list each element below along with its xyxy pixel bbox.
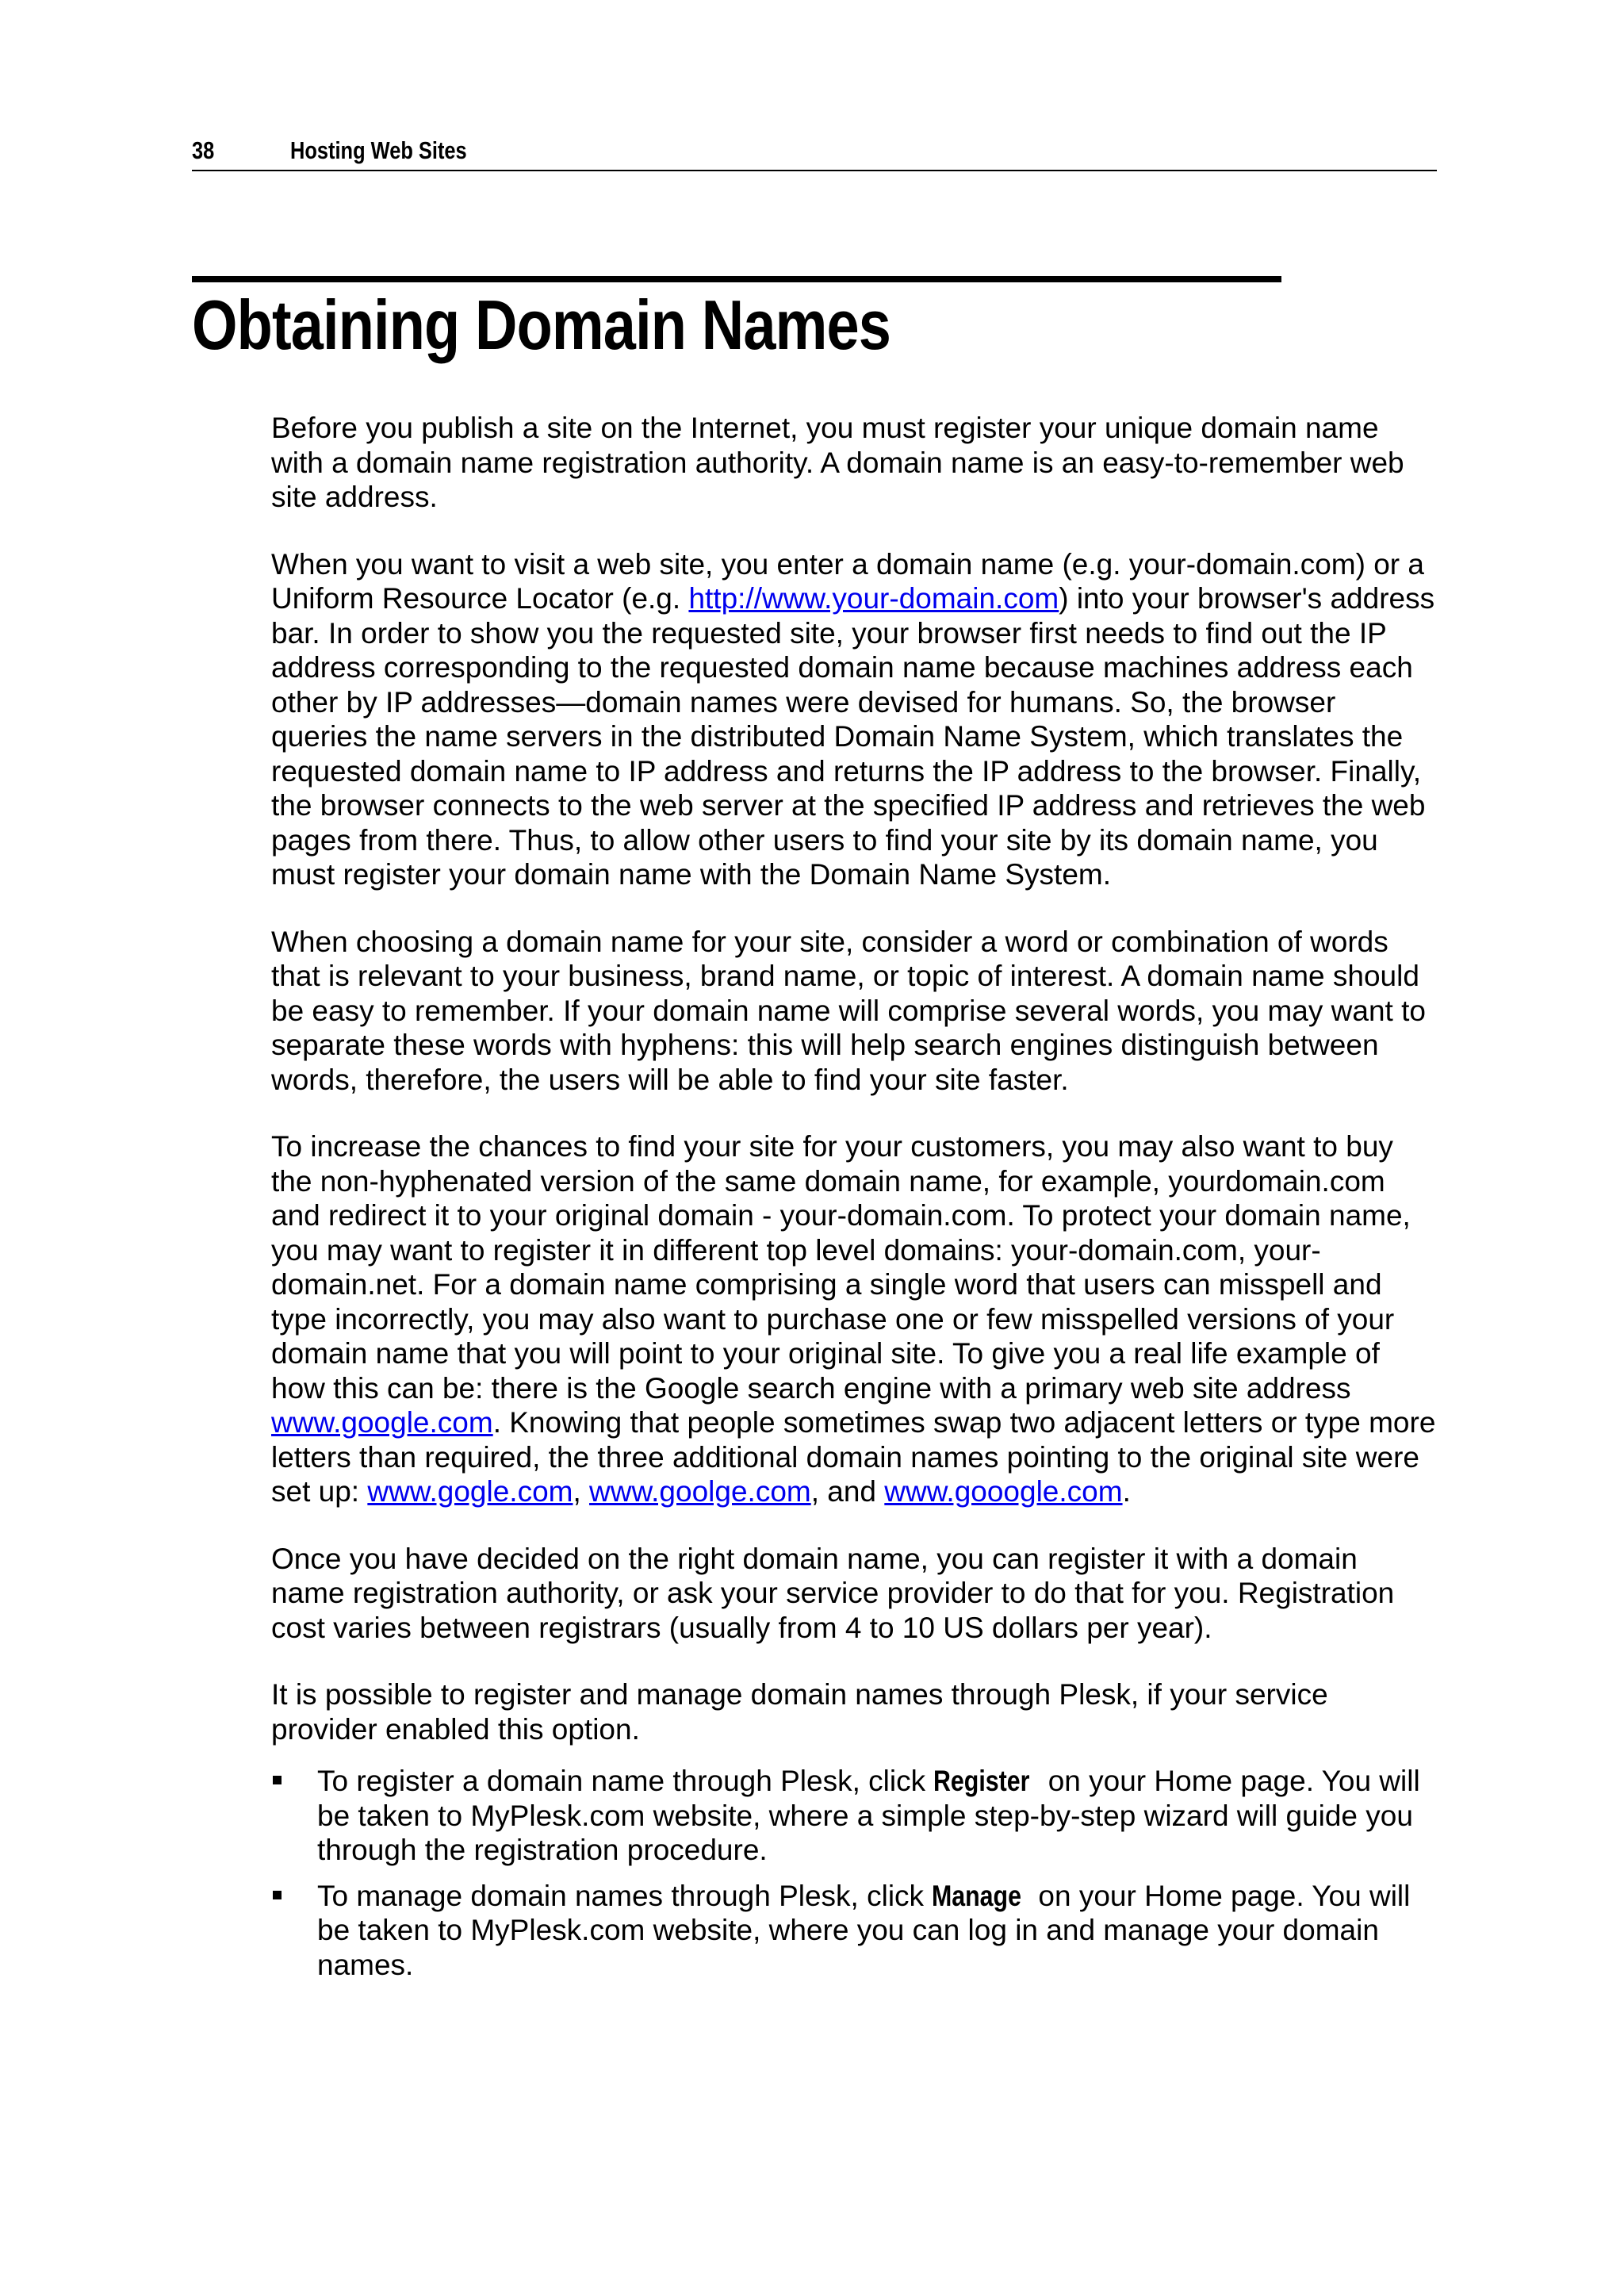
bullet-text: To manage domain names through Plesk, click <box>317 1879 933 1912</box>
page-number: 38 <box>192 136 215 164</box>
paragraph-text: ) into your browser's address bar. In order to show you the requested site, your browser first needs to find out the IP address corresponding to the requested domain name because machines address each other by IP addresses—domain names were devised for humans. So, the browser queries the name servers in the distributed Domain Name System, which translates the requested domain name to IP address and returns the IP address to the browser. Finally, the browser connects to the web server at the specified IP address and retrieves the web pages from there. Thus, to allow other users to find your site by its domain name, you must register your domain name with the Domain Name System. <box>271 582 1435 891</box>
link-goolge[interactable]: www.goolge.com <box>589 1475 811 1508</box>
paragraph-text: , and <box>810 1475 885 1508</box>
list-item <box>271 1879 1437 1983</box>
link-gooogle[interactable]: www.gooogle.com <box>884 1475 1123 1508</box>
bullet-text: on your Home page. You will be taken to MyPlesk.com website, where a simple step-by-step wizard will guide you through the registration procedure. <box>317 1765 1420 1866</box>
bullet-text: To register a domain name through Plesk, click <box>317 1765 934 1797</box>
running-section-title: Hosting Web Sites <box>290 136 467 164</box>
paragraph-registration-cost: Once you have decided on the right domain name, you can register it with a domain name registration authority, or ask your service provider to do that for you. Registration cost varies between registrars (usually from 4 to 10 US dollars per year). <box>271 1542 1395 1644</box>
paragraph-how-dns-works <box>271 547 1437 892</box>
title-rule <box>192 276 1281 282</box>
running-header <box>192 135 1437 171</box>
list-item <box>271 1764 1437 1868</box>
paragraph-text: . <box>1122 1475 1131 1508</box>
square-bullet-icon <box>273 1776 282 1784</box>
body-text <box>271 411 1437 1993</box>
paragraph-text: , <box>573 1475 590 1508</box>
bullet-list <box>271 1764 1437 1982</box>
paragraph-plesk: It is possible to register and manage domain names through Plesk, if your service provider enabled this option. <box>271 1678 1328 1746</box>
page-title: Obtaining Domain Names <box>192 286 891 364</box>
paragraph-text: . Knowing that people sometimes swap two adjacent letters or type more letters than required, the three additional domain names pointing to the original site were set up: <box>271 1406 1436 1508</box>
bullet-text: on your Home page. You will be taken to MyPlesk.com website, where you can log in and manage your domain names. <box>317 1879 1411 1981</box>
paragraph-text: To increase the chances to find your site for your customers, you may also want to buy the non-hyphenated version of the same domain name, for example, yourdomain.com and redirect it to your original domain - your-domain.com. To protect your domain name, you may want to register it in different top level domains: your-domain.com, your-domain.net. For a domain name comprising a single word that users can misspell and type incorrectly, you may also want to purchase one or few misspelled versions of your domain name that you will point to your original site. To give you a real life example of how this can be: there is the Google search engine with a primary web site address <box>271 1130 1411 1405</box>
link-gogle[interactable]: www.gogle.com <box>367 1475 573 1508</box>
ui-term-register: Register <box>933 1765 1030 1797</box>
paragraph-text: When you want to visit a web site, you enter a domain name (e.g. your-domain.com) or a Uniform Resource Locator (e.g. <box>271 547 1424 615</box>
link-google[interactable]: www.google.com <box>271 1406 493 1439</box>
paragraph-intro: Before you publish a site on the Internet, you must register your unique domain name with a domain name registration authority. A domain name is an easy-to-remember web site address. <box>271 412 1404 513</box>
ui-term-manage: Manage <box>932 1879 1022 1912</box>
paragraph-variants <box>271 1129 1437 1509</box>
link-your-domain[interactable]: http://www.your-domain.com <box>688 582 1059 615</box>
paragraph-choosing-name: When choosing a domain name for your site, consider a word or combination of words that is relevant to your business, brand name, or topic of interest. A domain name should be easy to remember. If your domain name will comprise several words, you may want to separate these words with hyphens: this will help search engines distinguish between words, therefore, the users will be able to find your site faster. <box>271 925 1426 1096</box>
square-bullet-icon <box>273 1891 282 1899</box>
